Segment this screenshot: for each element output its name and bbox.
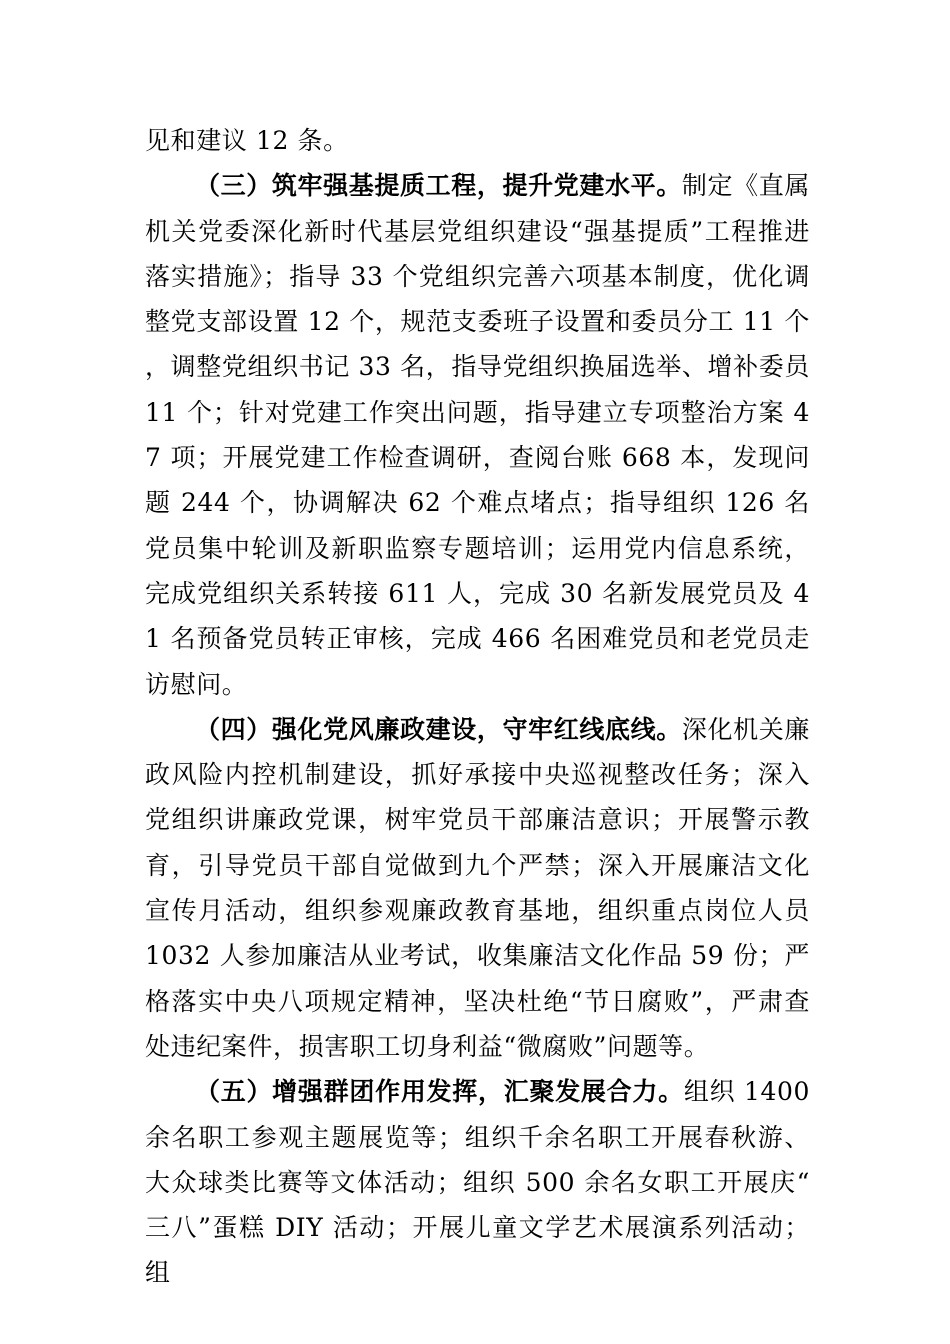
paragraph-continuation <box>145 118 810 163</box>
paragraph-text: 组织 1400 余名职工参观主题展览等；组织千余名职工开展春秋游、大众球类比赛等文体活动；组织 500 余名女职工开展庆“三八”蛋糕 DIY 活动；开展儿童文学艺术展演系列活动；组 <box>145 1077 810 1288</box>
paragraph-text: 深化机关廉政风险内控机制建设，抓好承接中央巡视整改任务；深入党组织讲廉政党课，树牢党员干部廉洁意识；开展警示教育，引导党员干部自觉做到九个严禁；深入开展廉洁文化宣传月活动，组织参观廉政教育基地，组织重点岗位人员 1032 人参加廉洁从业考试，收集廉洁文化作品 59 份；严格落实中央八项规定精神，坚决杜绝“节日腐败”，严肃查处违纪案件，损害职工切身利益“微腐败”问题等。 <box>145 714 810 1061</box>
paragraph-section-3 <box>145 163 810 707</box>
document-body <box>145 118 810 1296</box>
section-heading: （四）强化党风廉政建设，守牢红线底线。 <box>195 714 682 744</box>
paragraph-section-4 <box>145 707 810 1069</box>
paragraph-text: 见和建议 12 条。 <box>145 126 349 155</box>
paragraph-section-5 <box>145 1069 810 1295</box>
paragraph-text: 制定《直属机关党委深化新时代基层党组织建设“强基提质”工程推进落实措施》；指导 33 个党组织完善六项基本制度，优化调整党支部设置 12 个，规范支委班子设置和委员分工 11 个，调整党组织书记 33 名，指导党组织换届选举、增补委员 11 个；针对党建工作突出问题，指导建立专项整治方案 47 项；开展党建工作检查调研，查阅台账 668 本，发现问题 244 个，协调解决 62 个难点堵点；指导组织 126 名党员集中轮训及新职监察专题培训；运用党内信息系统，完成党组织关系转接 611 人，完成 30 名新发展党员及 41 名预备党员转正审核，完成 466 名困难党员和老党员走访慰问。 <box>145 171 810 699</box>
section-heading: （三）筑牢强基提质工程，提升党建水平。 <box>195 171 682 201</box>
section-heading: （五）增强群团作用发挥，汇聚发展合力。 <box>195 1077 684 1107</box>
